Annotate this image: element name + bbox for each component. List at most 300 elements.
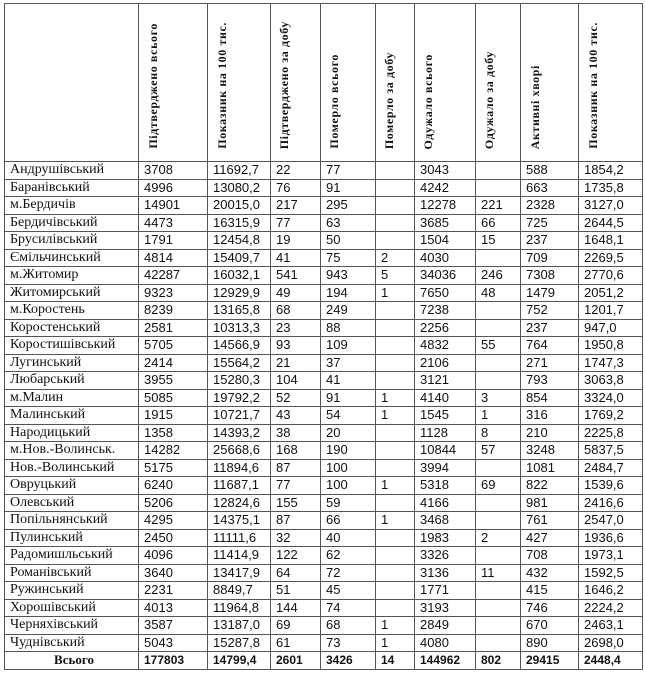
- cell-active-rate-per-100k: 2644,5: [579, 214, 643, 232]
- cell-deaths-daily: [376, 424, 415, 442]
- cell-active-rate-per-100k: 2224,2: [579, 599, 643, 617]
- cell-recovered-total: 1545: [415, 407, 476, 425]
- cell-deaths-total: 943: [321, 267, 376, 285]
- cell-confirmed-daily: 51: [271, 582, 321, 600]
- cell-district-name: Олевський: [5, 494, 139, 512]
- cell-confirmed-total: 4096: [139, 547, 208, 565]
- cell-active-cases: 237: [521, 232, 579, 250]
- total-confirmed-daily: 2601: [271, 652, 321, 670]
- total-recovered-daily: 802: [476, 652, 521, 670]
- cell-rate-per-100k: 13417,9: [208, 564, 271, 582]
- cell-active-rate-per-100k: 5837,5: [579, 442, 643, 460]
- cell-rate-per-100k: 10721,7: [208, 407, 271, 425]
- cell-deaths-daily: [376, 582, 415, 600]
- cell-active-rate-per-100k: 2547,0: [579, 512, 643, 530]
- cell-confirmed-total: 8239: [139, 302, 208, 320]
- cell-active-cases: 7308: [521, 267, 579, 285]
- cell-recovered-daily: [476, 512, 521, 530]
- cell-rate-per-100k: 11111,6: [208, 529, 271, 547]
- cell-confirmed-total: 5175: [139, 459, 208, 477]
- header-active-cases: Активні хворі: [521, 4, 579, 162]
- cell-recovered-total: 4080: [415, 634, 476, 652]
- cell-recovered-daily: [476, 599, 521, 617]
- cell-confirmed-total: 4814: [139, 249, 208, 267]
- total-district-name: Всього: [5, 652, 139, 670]
- cell-rate-per-100k: 20015,0: [208, 197, 271, 215]
- cell-recovered-total: 2256: [415, 319, 476, 337]
- cell-deaths-total: 37: [321, 354, 376, 372]
- table-row: [5, 354, 643, 372]
- cell-recovered-daily: 221: [476, 197, 521, 215]
- cell-deaths-daily: 1: [376, 284, 415, 302]
- cell-recovered-total: 4030: [415, 249, 476, 267]
- cell-rate-per-100k: 15287,8: [208, 634, 271, 652]
- cell-active-cases: 415: [521, 582, 579, 600]
- cell-district-name: Чуднівський: [5, 634, 139, 652]
- cell-deaths-daily: [376, 547, 415, 565]
- total-confirmed-total: 177803: [139, 652, 208, 670]
- cell-active-rate-per-100k: 3063,8: [579, 372, 643, 390]
- cell-deaths-total: 63: [321, 214, 376, 232]
- cell-confirmed-daily: 21: [271, 354, 321, 372]
- cell-confirmed-total: 2581: [139, 319, 208, 337]
- total-active-rate-per-100k: 2448,4: [579, 652, 643, 670]
- cell-active-rate-per-100k: 1646,2: [579, 582, 643, 600]
- header-deaths-total: Померло всього: [321, 4, 376, 162]
- cell-recovered-total: 1128: [415, 424, 476, 442]
- table-row: [5, 232, 643, 250]
- cell-deaths-daily: 1: [376, 512, 415, 530]
- cell-active-cases: 427: [521, 529, 579, 547]
- cell-recovered-total: 3043: [415, 162, 476, 180]
- cell-active-cases: 746: [521, 599, 579, 617]
- cell-active-cases: 2328: [521, 197, 579, 215]
- cell-confirmed-total: 2414: [139, 354, 208, 372]
- cell-active-rate-per-100k: 1936,6: [579, 529, 643, 547]
- cell-recovered-daily: [476, 634, 521, 652]
- cell-recovered-daily: [476, 179, 521, 197]
- cell-district-name: м.Коростень: [5, 302, 139, 320]
- cell-deaths-total: 72: [321, 564, 376, 582]
- cell-rate-per-100k: 13187,0: [208, 617, 271, 635]
- cell-active-rate-per-100k: 2463,1: [579, 617, 643, 635]
- total-rate-per-100k: 14799,4: [208, 652, 271, 670]
- cell-active-rate-per-100k: 1592,5: [579, 564, 643, 582]
- cell-confirmed-total: 4473: [139, 214, 208, 232]
- cell-district-name: Черняхівський: [5, 617, 139, 635]
- cell-recovered-total: 4832: [415, 337, 476, 355]
- cell-recovered-daily: [476, 459, 521, 477]
- cell-recovered-daily: 57: [476, 442, 521, 460]
- cell-deaths-total: 194: [321, 284, 376, 302]
- cell-active-rate-per-100k: 1950,8: [579, 337, 643, 355]
- header-confirmed-total: Підтверджено всього: [139, 4, 208, 162]
- cell-recovered-daily: [476, 372, 521, 390]
- cell-active-cases: 854: [521, 389, 579, 407]
- cell-active-cases: 752: [521, 302, 579, 320]
- cell-deaths-total: 59: [321, 494, 376, 512]
- cell-deaths-daily: 1: [376, 389, 415, 407]
- cell-rate-per-100k: 14566,9: [208, 337, 271, 355]
- cell-recovered-daily: 15: [476, 232, 521, 250]
- cell-deaths-total: 73: [321, 634, 376, 652]
- cell-confirmed-total: 5705: [139, 337, 208, 355]
- cell-confirmed-daily: 19: [271, 232, 321, 250]
- cell-active-rate-per-100k: 2698,0: [579, 634, 643, 652]
- table-row: [5, 512, 643, 530]
- cell-active-cases: 709: [521, 249, 579, 267]
- cell-district-name: Лугинський: [5, 354, 139, 372]
- total-active-cases: 29415: [521, 652, 579, 670]
- cell-deaths-total: 190: [321, 442, 376, 460]
- cell-district-name: м.Нов.-Волинськ.: [5, 442, 139, 460]
- cell-active-cases: 271: [521, 354, 579, 372]
- cell-recovered-total: 10844: [415, 442, 476, 460]
- cell-confirmed-daily: 22: [271, 162, 321, 180]
- cell-district-name: м.Малин: [5, 389, 139, 407]
- cell-deaths-daily: [376, 179, 415, 197]
- cell-deaths-daily: [376, 599, 415, 617]
- cell-deaths-total: 91: [321, 179, 376, 197]
- header-district: [5, 4, 139, 162]
- cell-confirmed-total: 3955: [139, 372, 208, 390]
- total-row: [5, 652, 643, 670]
- cell-active-rate-per-100k: 3127,0: [579, 197, 643, 215]
- cell-active-cases: 210: [521, 424, 579, 442]
- cell-confirmed-total: 3640: [139, 564, 208, 582]
- cell-confirmed-daily: 38: [271, 424, 321, 442]
- cell-recovered-daily: 69: [476, 477, 521, 495]
- table-row: [5, 477, 643, 495]
- header-active-rate-per-100k: Показник на 100 тис.: [579, 4, 643, 162]
- cell-active-rate-per-100k: 2484,7: [579, 459, 643, 477]
- table-row: [5, 214, 643, 232]
- cell-recovered-total: 3326: [415, 547, 476, 565]
- cell-confirmed-daily: 168: [271, 442, 321, 460]
- cell-recovered-total: 1983: [415, 529, 476, 547]
- cell-rate-per-100k: 16315,9: [208, 214, 271, 232]
- header-deaths-daily: Померло за добу: [376, 4, 415, 162]
- total-recovered-total: 144962: [415, 652, 476, 670]
- cell-active-cases: 822: [521, 477, 579, 495]
- cell-rate-per-100k: 14393,2: [208, 424, 271, 442]
- table-row: [5, 337, 643, 355]
- table-row: [5, 424, 643, 442]
- cell-active-cases: 725: [521, 214, 579, 232]
- cell-district-name: Баранівський: [5, 179, 139, 197]
- cell-deaths-daily: 5: [376, 267, 415, 285]
- cell-deaths-total: 109: [321, 337, 376, 355]
- cell-confirmed-daily: 87: [271, 512, 321, 530]
- cell-confirmed-total: 1915: [139, 407, 208, 425]
- covid-statistics-table: [4, 3, 643, 670]
- cell-confirmed-total: 2231: [139, 582, 208, 600]
- cell-rate-per-100k: 16032,1: [208, 267, 271, 285]
- cell-rate-per-100k: 15564,2: [208, 354, 271, 372]
- cell-active-rate-per-100k: 1973,1: [579, 547, 643, 565]
- cell-active-cases: 588: [521, 162, 579, 180]
- table-row: [5, 284, 643, 302]
- cell-rate-per-100k: 12454,8: [208, 232, 271, 250]
- cell-active-cases: 1081: [521, 459, 579, 477]
- cell-recovered-daily: [476, 319, 521, 337]
- cell-active-rate-per-100k: 2770,6: [579, 267, 643, 285]
- cell-confirmed-total: 2450: [139, 529, 208, 547]
- cell-rate-per-100k: 14375,1: [208, 512, 271, 530]
- cell-deaths-daily: 1: [376, 617, 415, 635]
- cell-deaths-total: 41: [321, 372, 376, 390]
- cell-deaths-daily: [376, 162, 415, 180]
- cell-recovered-total: 3193: [415, 599, 476, 617]
- cell-recovered-total: 12278: [415, 197, 476, 215]
- cell-deaths-total: 100: [321, 459, 376, 477]
- cell-deaths-total: 40: [321, 529, 376, 547]
- cell-recovered-daily: [476, 354, 521, 372]
- cell-deaths-daily: [376, 564, 415, 582]
- cell-active-rate-per-100k: 2225,8: [579, 424, 643, 442]
- cell-confirmed-total: 3587: [139, 617, 208, 635]
- cell-active-rate-per-100k: 1201,7: [579, 302, 643, 320]
- cell-confirmed-daily: 61: [271, 634, 321, 652]
- cell-district-name: Андрушівський: [5, 162, 139, 180]
- cell-confirmed-total: 42287: [139, 267, 208, 285]
- cell-deaths-total: 295: [321, 197, 376, 215]
- cell-active-rate-per-100k: 1648,1: [579, 232, 643, 250]
- cell-deaths-daily: [376, 459, 415, 477]
- cell-confirmed-daily: 23: [271, 319, 321, 337]
- table-row: [5, 267, 643, 285]
- cell-district-name: Ружинський: [5, 582, 139, 600]
- cell-rate-per-100k: 11964,8: [208, 599, 271, 617]
- table-row: [5, 547, 643, 565]
- cell-recovered-total: 5318: [415, 477, 476, 495]
- cell-confirmed-total: 3708: [139, 162, 208, 180]
- cell-active-rate-per-100k: 947,0: [579, 319, 643, 337]
- cell-active-cases: 670: [521, 617, 579, 635]
- cell-district-name: Бердичівський: [5, 214, 139, 232]
- cell-deaths-total: 50: [321, 232, 376, 250]
- cell-confirmed-daily: 122: [271, 547, 321, 565]
- cell-deaths-total: 45: [321, 582, 376, 600]
- cell-deaths-total: 249: [321, 302, 376, 320]
- cell-confirmed-daily: 41: [271, 249, 321, 267]
- cell-deaths-daily: 1: [376, 477, 415, 495]
- cell-rate-per-100k: 25668,6: [208, 442, 271, 460]
- cell-recovered-total: 4242: [415, 179, 476, 197]
- cell-recovered-total: 2106: [415, 354, 476, 372]
- cell-confirmed-daily: 52: [271, 389, 321, 407]
- cell-deaths-daily: 1: [376, 634, 415, 652]
- table-row: [5, 389, 643, 407]
- table-row: [5, 599, 643, 617]
- cell-rate-per-100k: 8849,7: [208, 582, 271, 600]
- cell-recovered-daily: [476, 617, 521, 635]
- cell-deaths-total: 91: [321, 389, 376, 407]
- cell-district-name: Нов.-Волинський: [5, 459, 139, 477]
- cell-active-rate-per-100k: 1747,3: [579, 354, 643, 372]
- cell-district-name: Хорошівський: [5, 599, 139, 617]
- cell-confirmed-total: 9323: [139, 284, 208, 302]
- cell-deaths-total: 88: [321, 319, 376, 337]
- cell-deaths-daily: [376, 354, 415, 372]
- cell-rate-per-100k: 12824,6: [208, 494, 271, 512]
- cell-rate-per-100k: 12929,9: [208, 284, 271, 302]
- cell-recovered-daily: [476, 582, 521, 600]
- cell-confirmed-total: 5085: [139, 389, 208, 407]
- cell-confirmed-total: 14282: [139, 442, 208, 460]
- table-row: [5, 372, 643, 390]
- cell-recovered-total: 4166: [415, 494, 476, 512]
- cell-rate-per-100k: 11692,7: [208, 162, 271, 180]
- table-row: [5, 582, 643, 600]
- cell-confirmed-daily: 155: [271, 494, 321, 512]
- cell-recovered-total: 3468: [415, 512, 476, 530]
- cell-confirmed-total: 4013: [139, 599, 208, 617]
- cell-recovered-total: 1771: [415, 582, 476, 600]
- table-row: [5, 179, 643, 197]
- cell-district-name: Романівський: [5, 564, 139, 582]
- table-row: [5, 634, 643, 652]
- cell-deaths-daily: [376, 529, 415, 547]
- cell-recovered-daily: 2: [476, 529, 521, 547]
- cell-rate-per-100k: 15409,7: [208, 249, 271, 267]
- cell-recovered-total: 3121: [415, 372, 476, 390]
- cell-recovered-total: 34036: [415, 267, 476, 285]
- total-deaths-total: 3426: [321, 652, 376, 670]
- cell-active-cases: 981: [521, 494, 579, 512]
- cell-deaths-daily: [376, 337, 415, 355]
- cell-district-name: Брусилівський: [5, 232, 139, 250]
- cell-recovered-daily: [476, 249, 521, 267]
- table-row: [5, 162, 643, 180]
- table-row: [5, 407, 643, 425]
- header-rate-per-100k: Показник на 100 тис.: [208, 4, 271, 162]
- cell-district-name: Житомирський: [5, 284, 139, 302]
- cell-confirmed-total: 5206: [139, 494, 208, 512]
- cell-confirmed-total: 14901: [139, 197, 208, 215]
- cell-recovered-daily: 246: [476, 267, 521, 285]
- cell-confirmed-total: 6240: [139, 477, 208, 495]
- cell-deaths-total: 75: [321, 249, 376, 267]
- cell-district-name: Любарський: [5, 372, 139, 390]
- cell-deaths-total: 54: [321, 407, 376, 425]
- cell-recovered-daily: 66: [476, 214, 521, 232]
- cell-deaths-total: 62: [321, 547, 376, 565]
- table-row: [5, 197, 643, 215]
- header-confirmed-daily: Підтверджено за добу: [271, 4, 321, 162]
- cell-deaths-total: 68: [321, 617, 376, 635]
- table-row: [5, 459, 643, 477]
- cell-confirmed-daily: 49: [271, 284, 321, 302]
- cell-rate-per-100k: 13080,2: [208, 179, 271, 197]
- header-recovered-daily: Одужало за добу: [476, 4, 521, 162]
- cell-confirmed-daily: 76: [271, 179, 321, 197]
- cell-recovered-daily: [476, 302, 521, 320]
- total-deaths-daily: 14: [376, 652, 415, 670]
- cell-recovered-total: 7238: [415, 302, 476, 320]
- cell-active-cases: 1479: [521, 284, 579, 302]
- table-row: [5, 319, 643, 337]
- cell-district-name: Народицький: [5, 424, 139, 442]
- cell-active-rate-per-100k: 1735,8: [579, 179, 643, 197]
- cell-rate-per-100k: 11687,1: [208, 477, 271, 495]
- cell-recovered-daily: 55: [476, 337, 521, 355]
- cell-recovered-daily: 8: [476, 424, 521, 442]
- cell-deaths-daily: 1: [376, 407, 415, 425]
- cell-active-rate-per-100k: 3324,0: [579, 389, 643, 407]
- cell-district-name: Ємільчинський: [5, 249, 139, 267]
- cell-confirmed-total: 1358: [139, 424, 208, 442]
- cell-recovered-daily: 3: [476, 389, 521, 407]
- cell-district-name: м.Житомир: [5, 267, 139, 285]
- cell-district-name: м.Бердичів: [5, 197, 139, 215]
- cell-deaths-daily: [376, 319, 415, 337]
- cell-recovered-total: 7650: [415, 284, 476, 302]
- cell-recovered-total: 4140: [415, 389, 476, 407]
- table-row: [5, 617, 643, 635]
- cell-deaths-daily: [376, 494, 415, 512]
- cell-deaths-daily: [376, 214, 415, 232]
- cell-recovered-daily: 48: [476, 284, 521, 302]
- cell-district-name: Коростенський: [5, 319, 139, 337]
- cell-confirmed-daily: 64: [271, 564, 321, 582]
- cell-active-cases: 3248: [521, 442, 579, 460]
- cell-active-cases: 793: [521, 372, 579, 390]
- cell-active-cases: 764: [521, 337, 579, 355]
- cell-active-cases: 761: [521, 512, 579, 530]
- cell-recovered-daily: [476, 547, 521, 565]
- cell-rate-per-100k: 11894,6: [208, 459, 271, 477]
- cell-recovered-daily: [476, 162, 521, 180]
- cell-confirmed-daily: 93: [271, 337, 321, 355]
- cell-deaths-daily: [376, 197, 415, 215]
- cell-recovered-total: 3994: [415, 459, 476, 477]
- cell-deaths-daily: 2: [376, 249, 415, 267]
- cell-deaths-daily: [376, 442, 415, 460]
- cell-deaths-total: 20: [321, 424, 376, 442]
- cell-confirmed-daily: 104: [271, 372, 321, 390]
- cell-district-name: Овруцький: [5, 477, 139, 495]
- table-row: [5, 494, 643, 512]
- cell-district-name: Попільнянський: [5, 512, 139, 530]
- cell-district-name: Коростишівський: [5, 337, 139, 355]
- cell-rate-per-100k: 19792,2: [208, 389, 271, 407]
- cell-deaths-total: 100: [321, 477, 376, 495]
- cell-recovered-total: 2849: [415, 617, 476, 635]
- cell-confirmed-daily: 77: [271, 477, 321, 495]
- cell-district-name: Радомишльський: [5, 547, 139, 565]
- cell-recovered-total: 1504: [415, 232, 476, 250]
- cell-rate-per-100k: 15280,3: [208, 372, 271, 390]
- cell-active-rate-per-100k: 2269,5: [579, 249, 643, 267]
- table-row: [5, 302, 643, 320]
- table-row: [5, 529, 643, 547]
- cell-deaths-daily: [376, 232, 415, 250]
- table-row: [5, 564, 643, 582]
- cell-active-cases: 708: [521, 547, 579, 565]
- cell-recovered-total: 3685: [415, 214, 476, 232]
- cell-deaths-daily: [376, 372, 415, 390]
- cell-confirmed-daily: 69: [271, 617, 321, 635]
- cell-confirmed-total: 5043: [139, 634, 208, 652]
- cell-confirmed-total: 4295: [139, 512, 208, 530]
- cell-active-cases: 316: [521, 407, 579, 425]
- cell-recovered-daily: 11: [476, 564, 521, 582]
- cell-active-cases: 237: [521, 319, 579, 337]
- cell-confirmed-daily: 43: [271, 407, 321, 425]
- table-row: [5, 442, 643, 460]
- cell-recovered-daily: 1: [476, 407, 521, 425]
